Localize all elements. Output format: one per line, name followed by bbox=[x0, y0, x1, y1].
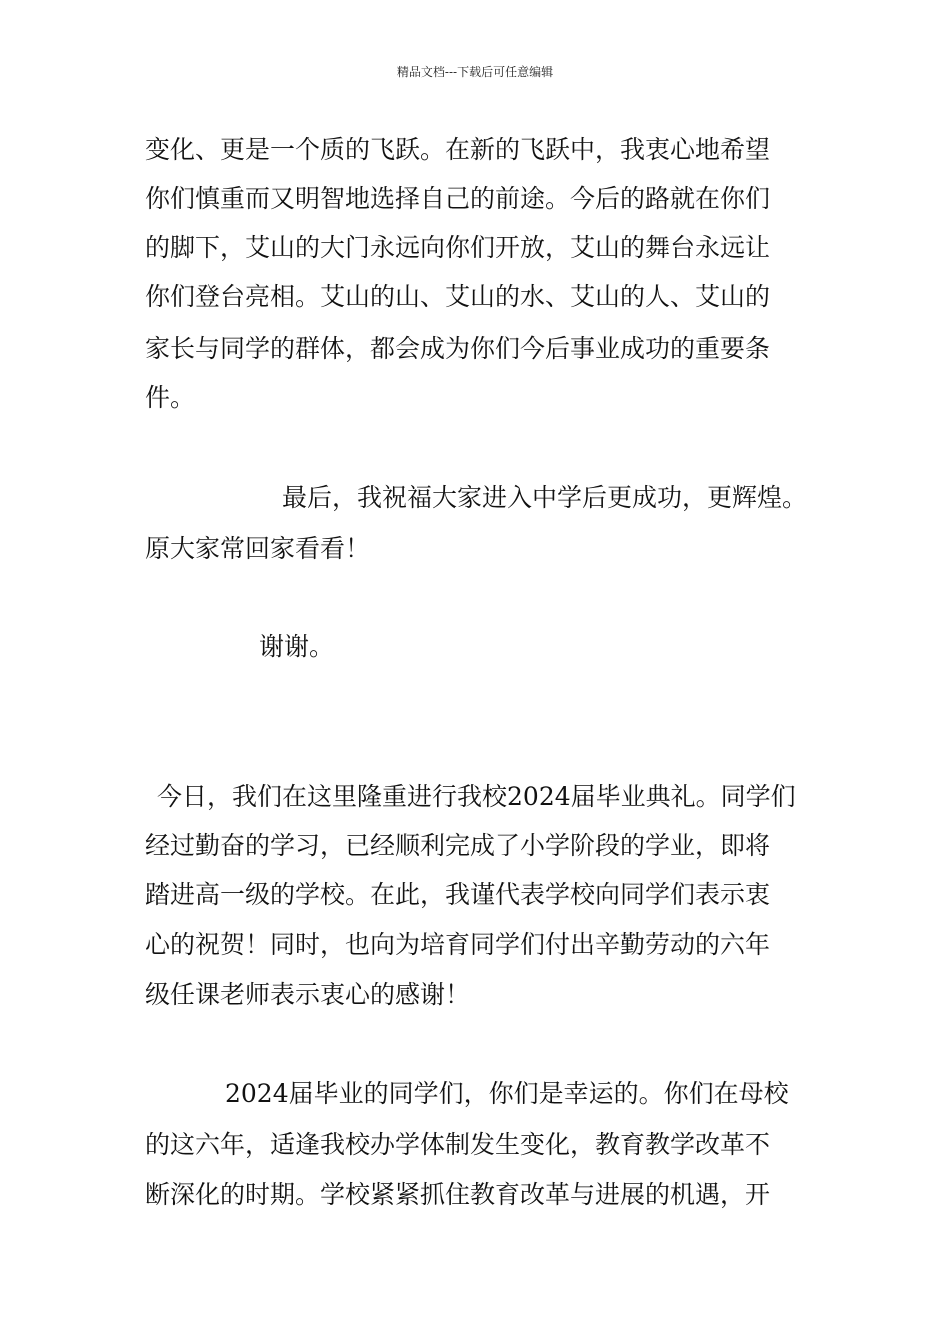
paragraph-4-line-3: 踏进高一级的学校。在此，我谨代表学校向同学们表示衷 bbox=[145, 880, 771, 909]
paragraph-2-line-1: 最后，我祝福大家进入中学后更成功，更辉煌。 bbox=[282, 483, 808, 512]
paragraph-3-line-1: 谢谢。 bbox=[259, 632, 335, 661]
paragraph-2-line-2: 原大家常回家看看！ bbox=[145, 534, 371, 563]
paragraph-5-line-2: 的这六年，适逢我校办学体制发生变化，教育教学改革不 bbox=[145, 1130, 771, 1159]
paragraph-4-line-4: 心的祝贺！同时，也向为培育同学们付出辛勤劳动的六年 bbox=[145, 930, 771, 959]
paragraph-4-line-2: 经过勤奋的学习，已经顺利完成了小学阶段的学业，即将 bbox=[145, 831, 771, 860]
paragraph-5-line-3: 断深化的时期。学校紧紧抓住教育改革与进展的机遇，开 bbox=[145, 1180, 771, 1209]
paragraph-1-line-5: 家长与同学的群体，都会成为你们今后事业成功的重要条 bbox=[145, 334, 771, 363]
paragraph-1-line-3: 的脚下，艾山的大门永远向你们开放，艾山的舞台永远让 bbox=[145, 233, 771, 262]
paragraph-5-line-1: 2024届毕业的同学们，你们是幸运的。你们在母校 bbox=[225, 1079, 789, 1108]
paragraph-1-line-4: 你们登台亮相。艾山的山、艾山的水、艾山的人、艾山的 bbox=[145, 282, 771, 311]
paragraph-1-line-6: 件。 bbox=[145, 383, 196, 412]
paragraph-1-line-2: 你们慎重而又明智地选择自己的前途。今后的路就在你们 bbox=[145, 184, 771, 213]
paragraph-4-line-1: 今日，我们在这里隆重进行我校2024届毕业典礼。同学们 bbox=[157, 782, 796, 811]
page-header: 精品文档---下载后可任意编辑 bbox=[396, 65, 554, 79]
paragraph-1-line-1: 变化、更是一个质的飞跃。在新的飞跃中，我衷心地希望 bbox=[145, 135, 771, 164]
paragraph-4-line-5: 级任课老师表示衷心的感谢！ bbox=[145, 980, 471, 1009]
